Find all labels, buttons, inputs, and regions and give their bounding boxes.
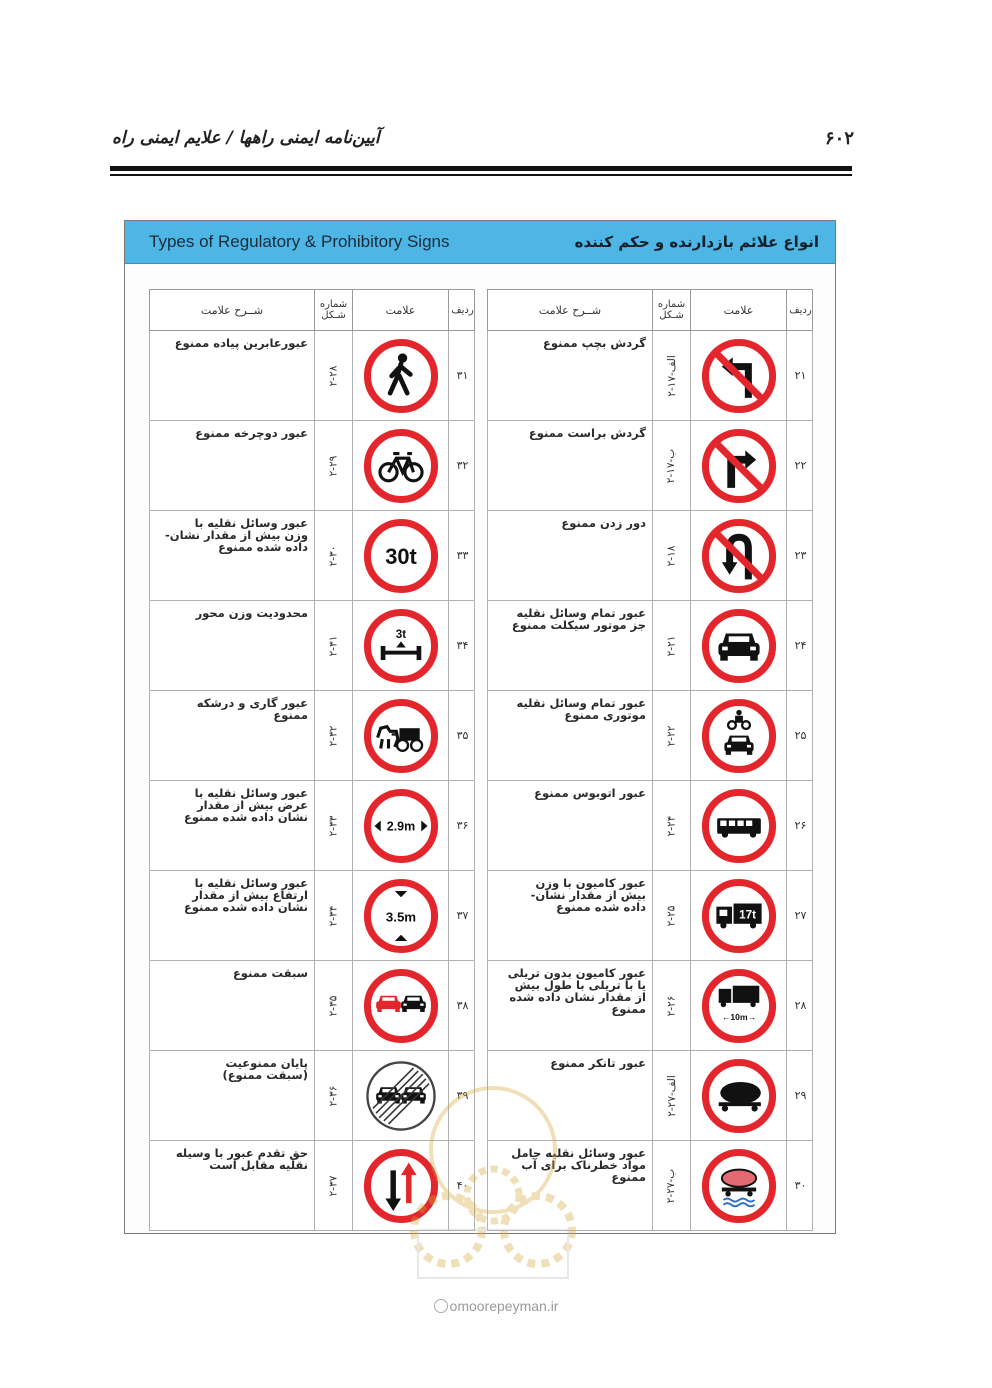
panel-header <box>125 221 835 264</box>
table-row <box>149 961 475 1051</box>
page-number: ۶۰۲ <box>824 128 854 149</box>
table-row <box>487 331 813 421</box>
col-header-num: ردیف <box>448 290 476 330</box>
footer-url[interactable] <box>0 1298 992 1314</box>
no-overtaking-icon <box>352 961 448 1050</box>
sign-description: عبور اتوبوس ممنوع <box>534 786 646 800</box>
sign-description: عبورعابرین پیاده ممنوع <box>174 336 308 350</box>
figure-number <box>314 601 352 690</box>
col-header-sign: علامت <box>690 290 786 330</box>
table-row <box>487 691 813 781</box>
figure-number-text: ۲-۳۰ <box>327 545 340 566</box>
figure-number <box>652 961 690 1050</box>
svg-text:30t: 30t <box>384 543 417 569</box>
figure-number-text: ۲-۲۷-ب <box>665 1168 678 1203</box>
no-pedestrians-icon <box>352 331 448 420</box>
sign-description: عبور تمام وسائل نقلیه موتوری ممنوع <box>516 696 646 722</box>
panel-title-fa: انواع علائم بازدارنده و حکم کننده <box>574 233 819 251</box>
figure-number-text: ۲-۲۷-الف <box>665 1074 678 1117</box>
figure-number <box>314 331 352 420</box>
svg-text:3.5m: 3.5m <box>385 908 416 924</box>
figure-number-text: ۲-۳۷ <box>327 1175 340 1196</box>
figure-number <box>652 1051 690 1140</box>
table-header <box>487 289 813 331</box>
sign-description: عبور کامیون با وزن بیش از مقدار نشان- داده شده ممنوع <box>530 876 646 914</box>
figure-number <box>314 781 352 870</box>
table-row <box>487 961 813 1051</box>
figure-number <box>314 691 352 780</box>
figure-number-text: ۲-۳۳ <box>327 815 340 836</box>
figure-number-text: ۲-۲۶ <box>665 995 678 1016</box>
row-number: ۳۵ <box>448 691 476 780</box>
sign-description: عبور تمام وسائل نقلیه جز موتور سیکلت ممنوع <box>511 606 646 632</box>
figure-number <box>652 691 690 780</box>
sign-description: دور زدن ممنوع <box>561 516 646 530</box>
sign-description: عبور گاری و درشکه ممنوع <box>196 696 308 722</box>
row-number: ۲۳ <box>786 511 814 600</box>
svg-text:17t: 17t <box>738 907 756 921</box>
col-header-desc: شــرح علامت <box>538 303 602 317</box>
no-water-pollutant-icon <box>690 1141 786 1230</box>
table-row <box>487 601 813 691</box>
row-number: ۳۷ <box>448 871 476 960</box>
table-row <box>487 421 813 511</box>
table-header <box>149 289 475 331</box>
sign-description: محدودیت وزن محور <box>195 606 308 620</box>
no-heavy-truck-icon <box>690 871 786 960</box>
col-header-desc: شــرح علامت <box>200 303 264 317</box>
figure-number-text: ۲-۳۵ <box>327 995 340 1016</box>
col-header-num: ردیف <box>786 290 814 330</box>
row-number: ۳۹ <box>448 1051 476 1140</box>
sign-description: عبور دوچرخه ممنوع <box>195 426 308 440</box>
header-rule <box>110 166 852 171</box>
figure-number <box>314 961 352 1050</box>
table-row <box>487 781 813 871</box>
row-number: ۲۲ <box>786 421 814 510</box>
figure-number <box>314 1051 352 1140</box>
sign-description: عبور تانکر ممنوع <box>550 1056 646 1070</box>
col-header-fig: شماره شـکل <box>652 290 690 330</box>
row-number: ۲۸ <box>786 961 814 1050</box>
figure-number <box>314 421 352 510</box>
row-number: ۲۱ <box>786 331 814 420</box>
sign-description: عبور وسائل نقلیه با عرض بیش از مقدار نشان داده شده ممنوع <box>183 786 308 824</box>
svg-text:2.9m: 2.9m <box>386 819 415 834</box>
table-row <box>149 331 475 421</box>
no-bicycles-icon <box>352 421 448 510</box>
svg-text:3t: 3t <box>395 627 406 641</box>
figure-number <box>314 1141 352 1230</box>
globe-icon <box>434 1299 448 1313</box>
page-header-title: آیین‌نامه ایمنی راهها / علایم ایمنی راه <box>112 128 380 148</box>
weight-limit-icon <box>352 511 448 600</box>
row-number: ۳۲ <box>448 421 476 510</box>
row-number: ۲۶ <box>786 781 814 870</box>
table-row <box>149 511 475 601</box>
footer-url-text: omoorepeyman.ir <box>449 1298 559 1314</box>
row-number: ۳۶ <box>448 781 476 870</box>
figure-number-text: ۲-۳۴ <box>327 905 340 926</box>
table-row <box>149 691 475 781</box>
figure-number-text: ۲-۱۸ <box>665 545 678 566</box>
width-limit-icon <box>352 781 448 870</box>
figure-number <box>314 871 352 960</box>
row-number: ۳۰ <box>786 1141 814 1230</box>
table-row <box>149 781 475 871</box>
row-number: ۳۳ <box>448 511 476 600</box>
table-row <box>149 601 475 691</box>
no-left-turn-icon <box>690 331 786 420</box>
col-header-fig: شماره شـکل <box>314 290 352 330</box>
row-number: ۲۹ <box>786 1051 814 1140</box>
figure-number <box>652 1141 690 1230</box>
no-tanker-icon <box>690 1051 786 1140</box>
row-number: ۲۷ <box>786 871 814 960</box>
row-number: ۳۴ <box>448 601 476 690</box>
row-number: ۳۸ <box>448 961 476 1050</box>
table-row <box>487 511 813 601</box>
row-number: ۴۰ <box>448 1141 476 1230</box>
table-row <box>149 421 475 511</box>
table-row <box>149 871 475 961</box>
sign-description: عبور کامیون بدون تریلی یا با تریلی با طول بیش از مقدار نشان داده شده ممنوع <box>507 966 646 1016</box>
svg-text:←10m→: ←10m→ <box>721 1011 756 1022</box>
figure-number-text: ۲-۲۱ <box>665 635 678 656</box>
sign-description: عبور وسائل نقلیه حامل مواد خطرناک برای آب ممنوع <box>511 1146 646 1184</box>
sign-description: عبور وسائل نقلیه با وزن بیش از مقدار نشان- داده شده ممنوع <box>165 516 308 554</box>
figure-number-text: ۲-۲۴ <box>665 815 678 836</box>
sign-description: عبور وسائل نقلیه با ارتفاع بیش از مقدار نشان داده شده ممنوع <box>183 876 308 914</box>
figure-number-text: ۲-۲۵ <box>665 905 678 926</box>
no-long-truck-icon <box>690 961 786 1050</box>
row-number: ۲۴ <box>786 601 814 690</box>
figure-number-text: ۲-۲۹ <box>327 455 340 476</box>
figure-number <box>652 871 690 960</box>
sign-description: حق تقدم عبور با وسیله نقلیه مقابل است <box>175 1146 308 1172</box>
no-bus-icon <box>690 781 786 870</box>
axle-weight-limit-icon <box>352 601 448 690</box>
figure-number <box>314 511 352 600</box>
no-horse-carts-icon <box>352 691 448 780</box>
figure-number <box>652 331 690 420</box>
sign-description: پایان ممنوعیت (سبقت ممنوع) <box>222 1056 308 1082</box>
sign-description: سبقت ممنوع <box>232 966 308 980</box>
figure-number <box>652 421 690 510</box>
panel-title-en: Types of Regulatory & Prohibitory Signs <box>149 232 450 251</box>
figure-number <box>652 511 690 600</box>
no-motorized-vehicles-icon <box>690 691 786 780</box>
no-u-turn-icon <box>690 511 786 600</box>
no-motor-vehicles-icon <box>690 601 786 690</box>
figure-number-text: ۲-۳۶ <box>327 1085 340 1106</box>
figure-number <box>652 781 690 870</box>
watermark-logo <box>388 1080 598 1280</box>
figure-number-text: ۲-۳۱ <box>327 635 340 656</box>
height-limit-icon <box>352 871 448 960</box>
sign-description: گردش بچپ ممنوع <box>543 336 646 350</box>
figure-number-text: ۲-۱۷-ب <box>665 448 678 483</box>
figure-number-text: ۲-۱۷-الف <box>665 354 678 397</box>
figure-number-text: ۲-۳۲ <box>327 725 340 746</box>
row-number: ۳۱ <box>448 331 476 420</box>
col-header-sign: علامت <box>352 290 448 330</box>
row-number: ۲۵ <box>786 691 814 780</box>
no-right-turn-icon <box>690 421 786 510</box>
figure-number-text: ۲-۲۲ <box>665 725 678 746</box>
figure-number-text: ۲-۲۸ <box>327 365 340 386</box>
table-row <box>487 871 813 961</box>
sign-description: گردش براست ممنوع <box>528 426 646 440</box>
header-rule-thin <box>110 174 852 176</box>
figure-number <box>652 601 690 690</box>
